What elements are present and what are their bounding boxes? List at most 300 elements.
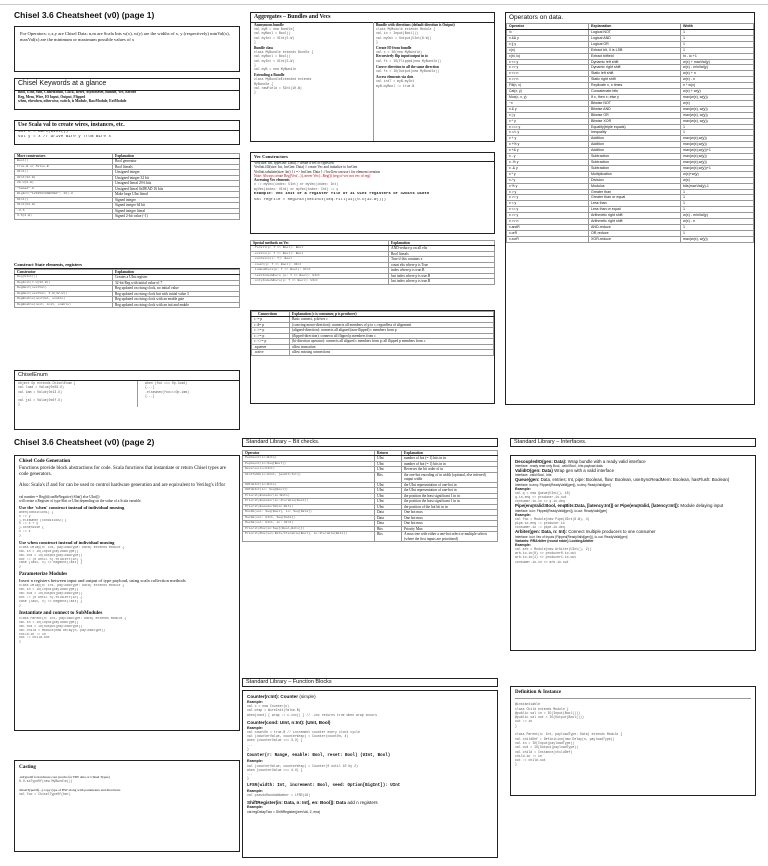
table-cell: x >> y	[507, 65, 589, 71]
table-cell: x | y	[507, 112, 589, 118]
table-cell: Bits	[375, 526, 402, 531]
code-line: val c = new Counter(n)	[247, 704, 290, 709]
code-line: val (counterValue, counterWrap) = Counter(0 until 10 by 2)	[247, 763, 358, 768]
delay-title: Use when construct instead of individual muxing	[19, 540, 115, 546]
table-cell: Replicate x, n times	[589, 83, 681, 89]
connection-row	[252, 350, 494, 355]
code-line: }	[19, 534, 21, 538]
table-cell: (flipped-direction): connects all flipped p members from c	[290, 333, 494, 338]
codegen-p4: will create a Register of type SInt or UInt depending on the value of a Scala variable.	[19, 499, 142, 504]
codegen-p1: Functions provide block abstractions for code. Scala functions that instantiate or return Chisel types are code generators.	[19, 465, 227, 477]
operators-box	[505, 12, 755, 405]
table-cell: PopCount(in:Bits)	[243, 456, 375, 461]
table-cell: the position of the hot bit in in	[402, 504, 498, 509]
code-line: val myB = new Bundle{	[254, 27, 295, 32]
table-cell: .contains(x: T): Bool	[251, 257, 389, 262]
param-text: Insert n registers between input and output of type payload, using scala collection methods	[19, 578, 186, 584]
keywords-line: Reg, Mem, Wire, IO Input, Output, Flipped	[18, 94, 86, 99]
table-cell: Subtraction	[589, 154, 681, 160]
codegen-heading: Chisel Code Generation	[19, 459, 71, 464]
code-line: class Parent(n: Int, payloadType: Data) extends Module {	[19, 616, 127, 620]
code-line: arb.io.in(0) <> producer0.io.out	[515, 551, 577, 556]
table-cell: BigInt("12345678ABCDEF", 16).U	[15, 192, 113, 197]
code-line: val in = IO(Input(payloadType))	[19, 620, 79, 624]
anon-title: Anonymous bundle	[254, 23, 284, 27]
table-cell: .waive	[252, 350, 290, 355]
dec-text: Wrap bundle with a ready valid interface	[567, 459, 646, 464]
codegen-p2: Also: Scala's if and for can be used to control hardware generation and are equivalent to Verilog's if/for	[19, 482, 226, 488]
table-cell: x.orR	[507, 230, 589, 236]
pipe-interface: Interface: io.in: Flipped(ReadyValid[gen]), io.out: ReadyValid[gen]	[515, 508, 608, 513]
ext-title: Extending a Bundle	[254, 73, 285, 78]
table-cell: Bitwise NOT	[589, 100, 681, 106]
table-cell: c :<>= p	[252, 339, 290, 344]
table-cell: Subtraction	[589, 165, 681, 171]
table-cell: max(w(x),w(y))	[681, 142, 754, 148]
code-line: {...}	[145, 385, 155, 390]
code-line: val (counterValue, counterWrap) = Counter(countOn, 4)	[247, 734, 349, 739]
code-line: class Child extends Module {	[515, 706, 569, 711]
aggregates-right	[376, 23, 493, 88]
stdlib-row	[243, 532, 498, 542]
arb-interface: Interface: io.in Vec of inputs (Flipped(ReadyValid[gen])), io.out: ReadyValid[gen]	[515, 534, 628, 539]
code-line: }	[515, 762, 517, 767]
col-operator: Operator	[243, 451, 375, 456]
aggregates-heading: Aggregates – Bundles and Vecs	[251, 13, 494, 23]
code-line: val fx = IO(Flipped(new MyBundle))	[376, 58, 442, 63]
table-cell: Reg updated on rising clock, no initial value	[113, 286, 240, 291]
table-cell: A mux tree with either a one-hot select or multiple selects (where the first inputs are prioritized)	[402, 532, 498, 542]
code-line: when (foo === Op.load)	[145, 381, 188, 385]
table-cell: Reg updated on rising clock with an enable gate	[113, 297, 240, 302]
code-line: val child = Instance(childDef)	[515, 749, 573, 754]
arb-text: Connect multiple producers to one consumer	[568, 529, 656, 535]
vec-line: VecInit.fill(size: Int, hwGen: Data) // create Vec and initialize to hwGen	[254, 165, 358, 170]
code-line: }	[19, 603, 21, 607]
code-line: }	[19, 565, 21, 569]
table-cell: w(x) + w(y)	[681, 89, 754, 95]
table-cell: PriorityMux(in:Seq[(Bool,Bits)])	[243, 526, 375, 531]
val-text: Wrap gen with a valid interface	[554, 468, 615, 474]
table-cell: x || y	[507, 41, 589, 47]
code-line: when (counterValue === 3.U) {	[247, 738, 303, 743]
q-interface: Interface: io.enq: Flipped(ReadyValid[gen]), io.deq: ReadyValid[gen]	[515, 482, 611, 487]
table-cell: allow missing connections	[290, 350, 494, 355]
dec-title: DecoupledIO(gen: Data):	[515, 459, 567, 464]
table-cell: Logical NOT	[589, 30, 681, 36]
table-cell: PriorityMux(sel:Bits/Iterable[Bool], in:Iterable[Bits])	[243, 532, 375, 542]
table-cell: number of hot (= 1) bits in in	[402, 456, 498, 461]
table-cell: OHToUInt(in:Bits)	[243, 482, 375, 487]
table-cell: 1	[681, 224, 754, 230]
code-line: class Delay(n: Int, payloadType: Data) extends Module {	[19, 545, 125, 549]
special-methods-table	[250, 240, 495, 285]
table-cell: One hot mux	[402, 521, 498, 526]
keywords-heading: Chisel Keywords at a glance	[15, 79, 239, 91]
col-special: Special methods on Vec	[251, 241, 389, 246]
table-cell: n * w(x)	[681, 83, 754, 89]
code-line: val x = Wire(UInt())	[18, 130, 69, 134]
table-cell: Inequality	[589, 130, 681, 136]
table-cell: Signed integer 64 bit	[113, 203, 240, 208]
code-line: val myBool = Bool()	[254, 54, 291, 59]
intro-text: For Operators: c,x,y are Chisel Data; n,m are Scala Ints w(x), w(y) are the widths of x, y (respectively) minVal(x), maxVal(x) are the minimum or maximum possible values of x	[20, 31, 230, 43]
vec-note: Note: Always create Reg(Vec(...)), never Vec(...Reg()) (reg of vec not vec of reg)	[254, 173, 371, 178]
table-cell: x < y	[507, 201, 589, 207]
special-method-row	[251, 279, 495, 284]
table-cell: x % y	[507, 183, 589, 189]
pipe-title: Pipe(enqValid:Bool, enqBits:Data, [latency:Int]) or Pipe(enqValid, [latency:Int]):	[515, 503, 680, 509]
val-interface: Interface: .valid Bool, .bits	[515, 473, 552, 478]
col-explanation: Explanation	[113, 270, 240, 275]
table-cell: .squeeze	[252, 344, 290, 349]
param-title: Parameterize Modules	[19, 572, 68, 578]
definition-heading: Definition & Instance	[515, 690, 751, 699]
col-explanation: Explanation	[589, 24, 681, 30]
table-cell: Bits	[375, 472, 402, 482]
table-cell: UInt()	[15, 170, 113, 175]
table-cell: SInt()	[15, 197, 113, 202]
table-cell: Reg updated on rising clock with an init and enable	[113, 302, 240, 307]
table-cell: x >> n	[507, 219, 589, 225]
table-cell: UInt	[375, 504, 402, 509]
table-cell: (bi-direction operator): connects all aligned c members from p; all flipped p members from c	[290, 339, 494, 344]
code-line: val out = IO(Output(payloadType))	[19, 592, 83, 596]
code-line: out := (0 until n).foldLeft(in) {	[19, 557, 83, 561]
table-cell: w(x) + n	[681, 71, 754, 77]
table-cell: ~x	[507, 100, 589, 106]
q-title: Queue(gen:	[515, 477, 540, 483]
code-line: val regDelayTwo = ShiftRegister(prevVal, 2, ena)	[247, 809, 321, 814]
casting-line: .asTypeOf is hardware cast (works for HW data or Chisel Types)	[19, 774, 110, 779]
code-line: q.io.enq <> producer.io.out	[515, 495, 567, 500]
operators-heading: Operators on data.	[509, 14, 564, 21]
table-cell: One hot mux	[402, 510, 498, 515]
code-line: {...}	[145, 393, 155, 398]
code-line: }	[18, 402, 20, 407]
table-cell: Arithmetic right shift	[589, 213, 681, 219]
enum-heading: ChiselEnum	[15, 371, 239, 381]
function-blocks-box	[242, 690, 498, 858]
table-cell: XOR-reduce	[589, 236, 681, 242]
table-cell: the one-hot encoding of in width (optional, else inferred) output width	[402, 472, 498, 482]
table-cell: 1	[681, 207, 754, 213]
interfaces-box	[510, 455, 756, 651]
table-cell: x =/= y	[507, 130, 589, 136]
vec-box	[250, 152, 495, 234]
enum-left	[18, 381, 138, 407]
table-cell: w(x)	[681, 100, 754, 106]
table-cell: .forall(p: T => Bool): Bool	[251, 246, 389, 251]
table-cell: Cat(x, y)	[507, 89, 589, 95]
table-cell: 1	[681, 124, 754, 130]
table-cell: Bool()	[15, 159, 113, 164]
codegen-box	[14, 455, 240, 731]
table-cell: the position the least significant 1 in in	[402, 499, 498, 504]
table-cell: .count(p: T => Bool): UInt	[251, 262, 389, 267]
code-line: val myOut = Output(UInt(8.W))	[376, 35, 432, 40]
code-line: consumer.io := pipe.io.deq	[515, 525, 565, 530]
code-line: val out = IO(Output(payloadType))	[19, 624, 83, 628]
code-line: when(condition1) {	[19, 510, 54, 514]
table-cell: Extract bit, 0 is LSB	[589, 47, 681, 53]
table-cell: x(n)	[507, 47, 589, 53]
table-cell: x(hi, lo)	[507, 53, 589, 59]
code-line: }.otherwise {	[19, 526, 44, 530]
aggregates-left	[254, 23, 372, 94]
sr-title: ShiftRegister(in: Data, n: Int[, en: Bool]): Data	[247, 799, 347, 805]
table-cell: Basic connect, p drives c	[290, 317, 494, 322]
code-line: arb.io.in(1) <> producer1.io.out	[515, 555, 577, 560]
table-cell: max(w(x),w(y))+1	[681, 148, 754, 154]
table-cell: max(w(x), w(y))	[681, 236, 754, 242]
flip-title: Recursively flip input/output in io	[376, 54, 428, 59]
stdlib-table	[242, 450, 498, 542]
vec-example-code: val regfile = RegInit(VecInit(Seq.fill(31)(0.U(32.W))))	[254, 197, 387, 202]
example-label: Example:	[247, 788, 263, 793]
table-cell: OHToUInt(in: Seq[Bool])	[243, 488, 375, 493]
code-line: child.in := in	[515, 753, 542, 758]
val-title: ValidIO(gen: Data)	[515, 468, 553, 474]
casting-line: 0.U.asTypeOf(new MyBundle())	[19, 778, 73, 783]
code-line: val myB = new MyBundle	[254, 67, 297, 72]
table-cell: RegNext(nextVal, 3.U(32.W))	[15, 291, 113, 296]
table-cell: Unsigned literal 29 6 bits	[113, 181, 240, 186]
table-cell: Reg(UInt())	[15, 275, 113, 280]
code-line: @instantiable	[515, 702, 540, 707]
code-line: when (counterValue === 4.U) {	[247, 768, 303, 772]
table-cell: UInt	[375, 493, 402, 498]
table-cell: c := p	[252, 317, 290, 322]
vec-heading: Vec Constructors	[251, 153, 494, 162]
counter-sub: (simple)	[299, 694, 316, 699]
keywords-line: Bool, UInt, SInt, ChiselEnum, Clock, Reset, AsyncReset, Bundle, Vec, Record	[18, 90, 137, 94]
table-cell: Reverses the bit order of in	[402, 467, 498, 472]
table-cell: 1	[681, 30, 754, 36]
aggregates-box	[250, 12, 495, 142]
inst-title: Instantiate and connect to SubModules	[19, 610, 103, 616]
constructor-row	[15, 214, 240, 219]
col-connections: Connections	[252, 312, 290, 317]
table-cell: w(x) - n	[681, 219, 754, 225]
table-cell: Data	[375, 515, 402, 520]
codegen-p3: val number = Reg(if(canBeNegative) SInt() else UInt())	[19, 495, 100, 499]
vec-example-title: Example: vec init of a register file of 31 UInt registers of 32bits width	[254, 192, 430, 197]
code-line: }	[254, 90, 256, 95]
table-cell: w(x)	[681, 177, 754, 183]
code-line: }	[247, 776, 249, 781]
table-cell: Bits	[375, 532, 402, 542]
table-cell: Mux1H(sel: Seq[Bool], in: Seq[Data])	[243, 510, 375, 515]
table-cell: c :<= p	[252, 328, 290, 333]
coerce-title: Coerce direction to all the same direction	[376, 64, 439, 69]
table-cell: Concatenate bits	[589, 89, 681, 95]
table-cell: max(w(x),w(y))+1	[681, 165, 754, 171]
table-cell: 3.S(2.W)	[15, 214, 113, 219]
code-line: class MyBundle extends Bundle {	[254, 50, 314, 55]
code-line: val myBool = Bool()	[254, 31, 291, 36]
table-cell: 1	[681, 201, 754, 207]
vec-line: Vec(size: Int, typeGen: Data) // create a vec of typeGen	[254, 161, 334, 165]
code-line: @public val out = IO(Output(Bool()))	[515, 715, 584, 720]
table-cell: .exists(p: T => Bool): Bool	[251, 251, 389, 256]
table-cell: number of hot (= 1) bits in in	[402, 461, 498, 466]
code-line: x := y	[19, 514, 31, 518]
code-line: }	[254, 62, 256, 67]
col-constructor: More constructors	[15, 154, 113, 159]
constructors-table	[14, 153, 240, 220]
code-line: class MyBundleExtended extends	[254, 77, 312, 82]
code-line: val foo = Module(new Pipe(UInt(8.W), 4)	[515, 516, 590, 521]
table-cell: Unsigned integer 32 bit	[113, 175, 240, 180]
q-text: Data, entries: Int, pipe: Boolean, flow: Boolean, useSyncReadMem: Boolean, hasFlush: Boolean)	[540, 477, 730, 483]
table-cell: PriorityEncoder(in:Iterable[Bool])	[243, 499, 375, 504]
wires-code	[18, 130, 111, 140]
table-cell: x > y	[507, 189, 589, 195]
code-line: out := (0 until n).foldLeft(in) {	[19, 595, 83, 599]
code-line: .elsewhen(foo===Op.imm)	[145, 389, 189, 394]
col-operator: Operator	[507, 24, 589, 30]
table-cell: AND-reduce	[589, 224, 681, 230]
casting-line: chiselTypeOf(...) copy type of HW along with parameters and directions	[19, 787, 121, 792]
table-cell: One hot mux	[402, 515, 498, 520]
table-cell: x * y	[507, 171, 589, 177]
code-line: val myInt = UInt(5.W)	[254, 35, 295, 40]
table-cell: the UInt representation of one-hot in	[402, 482, 498, 487]
code-line: x := myVec(index: UInt) or myVec(index: Int)	[254, 182, 339, 187]
example-label: Example:	[515, 512, 531, 517]
code-line: }	[19, 640, 21, 644]
code-line: when(cond) { wrap := c.inc() } // .inc returns true when wrap occurs	[247, 712, 378, 717]
table-cell: max(w(x), w(y))	[681, 95, 754, 101]
code-line: x := z	[19, 530, 31, 534]
code-line: case (last, x) => RegNext(last) }	[19, 561, 83, 565]
table-cell: Greater than	[589, 189, 681, 195]
stdlib-heading: Standard Library – Bit checks.	[242, 438, 498, 447]
code-line: myB.myBool := true.B	[376, 83, 415, 88]
operator-row	[507, 236, 754, 242]
table-cell: Addition	[589, 136, 681, 142]
col-explanation: Explanation	[113, 154, 240, 159]
table-cell: 32-bit Reg with initial value of 7	[113, 280, 240, 285]
casting-heading: Casting	[19, 764, 37, 770]
table-cell: Subtraction	[589, 159, 681, 165]
table-cell: Less than	[589, 201, 681, 207]
table-cell: Unsigned integer	[113, 170, 240, 175]
table-cell: .onlyIndexWhere(p: T => Bool): UInt	[251, 279, 389, 284]
table-cell: Reg updated on rising clock but with initial value 3	[113, 291, 240, 296]
table-cell: Mux1H(sel: UInt, Seq[Data])	[243, 515, 375, 520]
code-line: val y = x // drive wire y from wire x	[18, 135, 111, 140]
table-cell: x -& y	[507, 165, 589, 171]
table-cell: hi - lo +1	[681, 53, 754, 59]
code-line: val fx = IO(Output(new MyBundle))	[376, 69, 440, 74]
table-cell: "hdead".U	[15, 186, 113, 191]
code-line: val in = IO(Input(payloadType))	[515, 740, 575, 745]
table-cell: x.xorR	[507, 236, 589, 242]
code-line: @public val in = IO(Input(Bool()))	[515, 710, 581, 715]
table-cell: w(x) + maxVal(y)	[681, 59, 754, 65]
stdlib-row	[243, 472, 498, 482]
table-cell: bits(maxVal(y)-1	[681, 183, 754, 189]
example-label: Example:	[247, 699, 263, 704]
table-cell: OR-reduce	[589, 230, 681, 236]
code-line: val jal = Value(0x6f.U)	[18, 398, 62, 403]
code-line: val newField = SInt(10.W)	[254, 85, 302, 90]
code-line: consumer.io.in <> arb.io.out	[515, 559, 569, 564]
table-cell: allow truncation	[290, 344, 494, 349]
sr-sub: add n registers	[347, 799, 378, 805]
table-cell: UInt	[375, 456, 402, 461]
code-line: val in = IO(Input(payloadType))	[19, 549, 79, 553]
table-cell: Unsigned literal 0xDEAD 16 bits	[113, 186, 240, 191]
code-line: x := x + y	[19, 522, 39, 526]
code-line: class MyModule extends Module {	[376, 27, 436, 32]
table-cell: x + y	[507, 136, 589, 142]
col-explanation: Explanation (c is consumer, p is producer)	[290, 312, 494, 317]
table-cell: Bitwise XOR	[589, 118, 681, 124]
table-cell: AND-reduce p on all elts	[389, 246, 495, 251]
cc-title: Counter(cond: UInt, n:Int): (UInt, Bool)	[247, 719, 331, 725]
table-cell: Signed integer literal	[113, 208, 240, 213]
table-cell: max(w(x),w(y))	[681, 159, 754, 165]
intro-box	[14, 26, 240, 72]
col-width: Width	[681, 24, 754, 30]
table-cell: Dynamic right shift	[589, 65, 681, 71]
table-cell: Bitwise OR	[589, 112, 681, 118]
table-cell: UInt	[375, 467, 402, 472]
io-title: Create IO from bundle	[376, 46, 412, 51]
connections-box	[250, 310, 495, 404]
table-cell: .indexWhere(p: T => Bool): UInt	[251, 268, 389, 273]
dir-title: Bundle with directions (default direction is Output)	[376, 23, 455, 27]
table-cell: Data	[375, 521, 402, 526]
vec-line: VecInit.tabulate(size: Int) { i => hwGen: Data } // hwGen can use i for element creation	[254, 169, 381, 174]
code-line: val myInt = UInt(5.W)	[254, 58, 295, 63]
code-line: class Delay(n: Int, payloadType: Data) extends Module {	[19, 584, 125, 588]
arb-title: Arbiter(gen: Data, n: Int):	[515, 529, 567, 535]
table-cell: Multiplication	[589, 171, 681, 177]
table-cell: w(x)+w(y)	[681, 171, 754, 177]
definition-box	[510, 686, 756, 796]
wires-box	[14, 120, 240, 145]
table-cell: x && y	[507, 35, 589, 41]
code-line: }	[376, 39, 378, 44]
code-line: consumer.io.in <> q.io.deq	[515, 499, 565, 504]
table-cell: x >= y	[507, 195, 589, 201]
table-cell: PopCount(in:Seq[Bool])	[243, 461, 375, 466]
table-cell: Mux1H(sel: UInt, in: UInt)	[243, 521, 375, 526]
table-cell: the position the least significant 1 in in	[402, 493, 498, 498]
table-cell: x / y	[507, 177, 589, 183]
table-cell: c :>= p	[252, 333, 290, 338]
code-line: val imm = Value(0x13.U)	[18, 389, 62, 394]
table-cell: If c, then x; else y	[589, 95, 681, 101]
table-cell: x - y	[507, 154, 589, 160]
table-cell: true.B or false.B	[15, 164, 113, 169]
example-label: Example:	[515, 542, 531, 547]
table-cell: Bool literals	[389, 251, 495, 256]
table-cell: (coercing mono-direction): connects all members of p to c; regardless of alignment	[290, 322, 494, 327]
code-line: out := child.out	[19, 636, 50, 640]
stdlib2-heading: Standard Library – Function Blocks	[242, 678, 498, 687]
table-cell: Bool generator	[113, 159, 240, 164]
table-cell: 1	[681, 47, 754, 53]
table-cell: Addition	[589, 142, 681, 148]
table-cell: Addition	[589, 148, 681, 154]
code-line: out := child.out	[515, 758, 546, 763]
table-cell: Priority Mux	[402, 526, 498, 531]
